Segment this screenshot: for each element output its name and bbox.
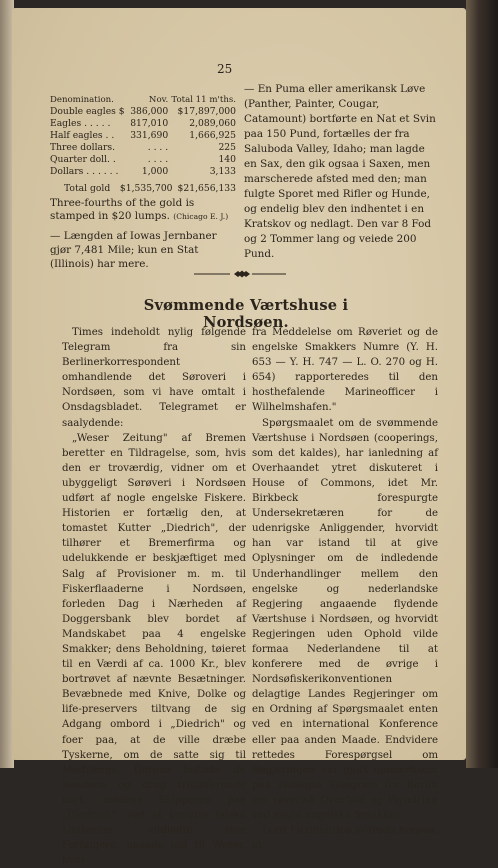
article-paragraph: Lord Fitzmaurice svarede herpaa, at xyxy=(252,823,438,853)
article-paragraph: fra Meddelelse om Røveriet og de engelske Smakkers Numre (Y. H. 653 — Y. H. 747 — L. O. 270 og H. 654) rapporteredes til den hosthefalende Marineofficer i Wilhelmshafen." xyxy=(252,325,438,416)
gold-note xyxy=(50,197,236,223)
coinage-cell-total: 2,089,060 xyxy=(168,118,236,130)
article-paragraph: Times indeholdt nylig følgende Telegram fra sin Berlinerkorrespondent omhandlende det Søroveri i Nordsøen, som vi have omtalt i Onsdagsbladet. Telegramet er saalydende: xyxy=(62,325,246,431)
coinage-cell-name: Double eagles $ xyxy=(50,106,128,118)
coinage-cell-nov: 331,690 xyxy=(128,130,168,142)
coinage-cell-nov: . . . . xyxy=(128,142,168,154)
coinage-row xyxy=(50,106,236,118)
total-all: $21,656,133 xyxy=(173,178,236,195)
coin-section xyxy=(50,94,236,271)
coinage-row xyxy=(50,166,236,178)
coinage-cell-nov: 386,000 xyxy=(128,106,168,118)
article-paragraph: Spørgsmaalet om de svømmende Værtshuse i Nordsøen (cooperings, som det kaldes), har ianledning af Overhaandet ytret diskuteret i House of Commons, idet Mr. Birkbeck forespurgte Undersekretæren for de udenrigske Anliggender, hvorvidt han var istand til at give Oplysninger om de indledende Underhandlinger mellem den engelske og nederlandske Regjering angaaende flydende Værtshuse i Nordsøen, og hvorvidt Regjeringen uden Ophold vilde formaa Nederlandene til at konferere med de øvrige i Nordsøfiskerikonventionen delagtige Landes Regjeringer om en Ordning af Spørgsmaalet enten ved en international Konference eller paa anden Maade. Endvidere rettedes Forespørgsel om Regjeringen var gjort opmærksom paa vedlagte Telegram fra Berlin om røverisk Overfald og Plyndring ved nogle engelske Smakker. xyxy=(252,416,438,824)
coinage-total xyxy=(50,178,236,195)
total-nov: $1,535,700 xyxy=(115,178,172,195)
puma-note: — En Puma eller amerikansk Løve (Panther, Painter, Cougar, Catamount) bortførte en Nat et Svin paa 150 Pund, fortælles der fra Saluboda Valley, Idaho; man lagde en Sax, den gik ogsaa i Saxen, men marscherede afsted med den; man fulgte Sporet med Rifler og Hunde, og endelig blev den indhentet i en Kratskov og nedlagt. Den var 8 Fod og 2 Tommer lang og veiede 200 Pund. xyxy=(244,82,436,262)
coinage-row xyxy=(50,154,236,166)
gold-note-source: (Chicago E. J.) xyxy=(173,212,228,221)
total-label: Total gold xyxy=(50,178,115,195)
coinage-cell-total: 1,666,925 xyxy=(168,130,236,142)
coinage-cell-name: Three dollars. xyxy=(50,142,128,154)
header-denomination: Denomination. xyxy=(50,94,128,106)
coinage-cell-total: 225 xyxy=(168,142,236,154)
section-divider-ornament xyxy=(194,269,286,279)
header-nov: Nov. xyxy=(128,94,168,106)
railroad-note: — Længden af Iowas Jernbaner gjør 7,481 Mile; kun en Stat (Illinois) har mere. xyxy=(50,229,236,271)
coinage-cell-nov: 1,000 xyxy=(128,166,168,178)
book-binding xyxy=(466,0,498,768)
coinage-row xyxy=(50,130,236,142)
coinage-cell-total: $17,897,000 xyxy=(168,106,236,118)
page-number: 25 xyxy=(217,62,232,76)
coinage-cell-total: 140 xyxy=(168,154,236,166)
coinage-cell-name: Dollars . . . . . . xyxy=(50,166,128,178)
article-right-column xyxy=(252,325,438,853)
coinage-table-header xyxy=(50,94,236,106)
coinage-table xyxy=(50,94,236,178)
coinage-cell-total: 3,133 xyxy=(168,166,236,178)
coinage-cell-name: Half eagles . . xyxy=(50,130,128,142)
coinage-cell-nov: 817,010 xyxy=(128,118,168,130)
article-paragraph: „Weser Zeitung" af Bremen beretter en Tildragelse, som, hvis den er troværdig, vidner om et ubyggeligt Sørøveri i Nordsøen udført af nogle engelske Fiskere. Historien er fortælig den, at tomastet Kutter „Diedrich", der tilhører et Bremerfirma og udelukkende er beskjæftiget med Salg af Provisioner m. m. til Fiskerflaaderne i Nordsøen, forleden Dag i Nærheden af Doggersbank blev bordet af Mandskabet paa 4 engelske Smakker; dens Beholdning, tøieret til en Værdi af ca. 1000 Kr., blev bortrøvet af nævnte Besætninger. Bevæbnede med Knive, Dolke og life-preservers tiltvang de sig Adgang ombord i „Diedrich" og foer paa, at de ville dræbe Tyskerne, om de satte sig til Modværge. Derpaa lastede de Baadene og drog triumferende bort, medens Skipperen paa „Diedrich", ved at benytte falske Lanterner, vildledte sine Forfølgere, naaede ind til Weser, hvor- xyxy=(62,431,246,868)
gold-note-text: Three-fourths of the gold is stamped in $20 lumps. xyxy=(50,197,194,222)
header-total: Total 11 m'ths. xyxy=(168,94,236,106)
coinage-cell-name: Quarter doll. . xyxy=(50,154,128,166)
coinage-row xyxy=(50,142,236,154)
coinage-row xyxy=(50,118,236,130)
article-headline: Svømmende Værtshuse i Nordsøen. xyxy=(106,297,386,331)
coinage-cell-nov: . . . . xyxy=(128,154,168,166)
coinage-cell-name: Eagles . . . . . xyxy=(50,118,128,130)
article-left-column xyxy=(62,325,246,868)
book-page xyxy=(12,8,466,760)
